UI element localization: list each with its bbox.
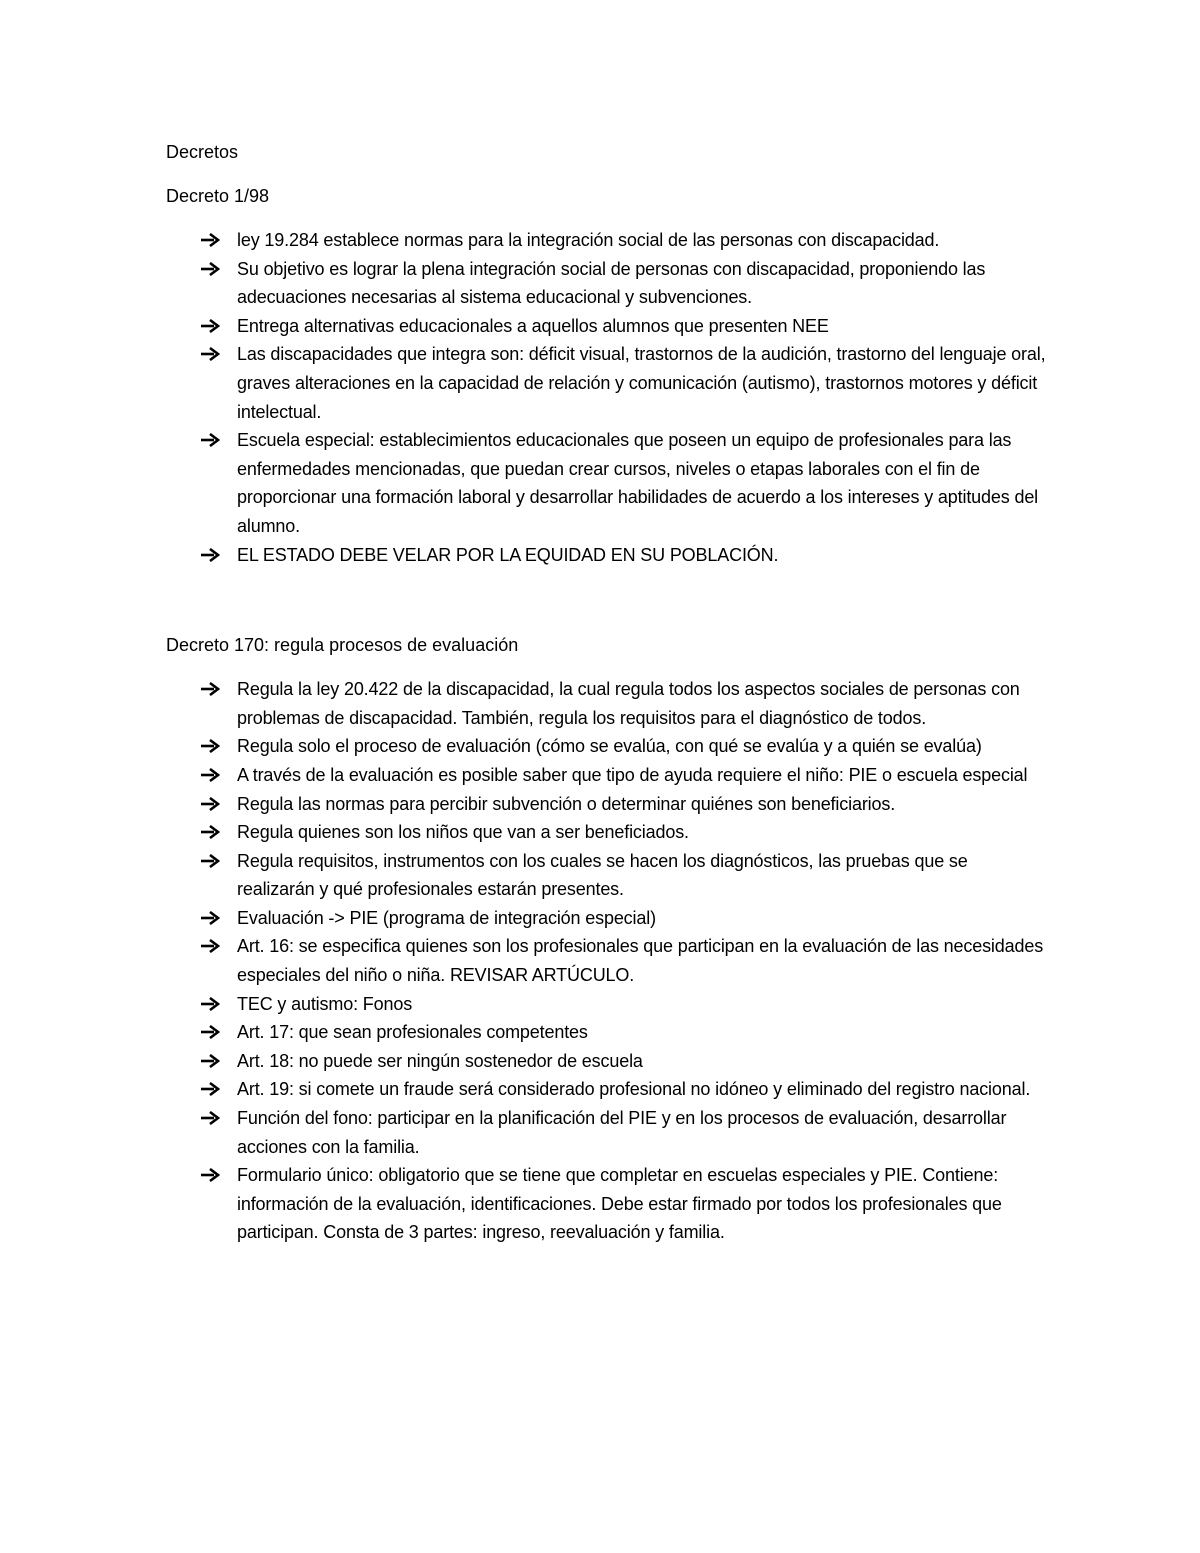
list-item [166, 990, 1046, 1019]
list-item-text: Regula las normas para percibir subvención o determinar quiénes son beneficiarios. [237, 793, 896, 814]
arrow-right-icon [200, 347, 220, 361]
list-item-text: Las discapacidades que integra son: déficit visual, trastornos de la audición, trastorno del lenguaje oral, graves alteraciones en la capacidad de relación y comunicación (autismo), trastornos motores y déficit intelectual. [237, 344, 1046, 422]
arrow-right-icon [200, 739, 220, 753]
arrow-right-icon [200, 1082, 220, 1096]
list-item-text: Regula requisitos, instrumentos con los cuales se hacen los diagnósticos, las pruebas que se realizarán y qué profesionales estarán presentes. [237, 850, 968, 900]
list-item-text: Art. 17: que sean profesionales competentes [237, 1022, 588, 1043]
arrow-right-icon [200, 825, 220, 839]
document-title: Decretos [166, 142, 239, 162]
arrow-right-icon [200, 433, 220, 447]
list-item [166, 904, 1046, 933]
list-item [166, 761, 1046, 790]
list-item [166, 1047, 1046, 1076]
document-page [166, 138, 1046, 1247]
arrow-right-icon [200, 1111, 220, 1125]
list-item-text: EL ESTADO DEBE VELAR POR LA EQUIDAD EN SU POBLACIÓN. [237, 544, 779, 565]
list-item-text: Art. 18: no puede ser ningún sostenedor de escuela [237, 1050, 643, 1071]
list-item [166, 255, 1046, 312]
list-item-text: Formulario único: obligatorio que se tiene que completar en escuelas especiales y PIE. Contiene: información de la evaluación, identificaciones. Debe estar firmado por todos los profesionales que participan. Consta de 3 partes: ingreso, reevaluación y familia. [237, 1165, 1002, 1243]
arrow-right-icon [200, 939, 220, 953]
list-item-text: Escuela especial: establecimientos educacionales que poseen un equipo de profesionales para las enfermedades mencionadas, que puedan crear cursos, niveles o etapas laborales con el fin de proporcionar una formación laboral y desarrollar habilidades de acuerdo a los intereses y aptitudes del alumno. [237, 430, 1039, 536]
arrow-right-icon [200, 911, 220, 925]
list-item [166, 732, 1046, 761]
list-item-text: Regula quienes son los niños que van a ser beneficiados. [237, 822, 689, 843]
list-item [166, 1161, 1046, 1247]
list-item [166, 1104, 1046, 1161]
list-item-text: Su objetivo es lograr la plena integración social de personas con discapacidad, proponiendo las adecuaciones necesarias al sistema educacional y subvenciones. [237, 258, 986, 308]
list-item [166, 226, 1046, 255]
list-item-text: Art. 16: se especifica quienes son los profesionales que participan en la evaluación de las necesidades especiales del niño o niña. REVISAR ARTÚCULO. [237, 936, 1044, 986]
list-item-text: A través de la evaluación es posible saber que tipo de ayuda requiere el niño: PIE o escuela especial [237, 764, 1028, 785]
list-item [166, 1018, 1046, 1047]
list-item [166, 340, 1046, 426]
list-item-text: Evaluación -> PIE (programa de integración especial) [237, 907, 656, 928]
list-item [166, 426, 1046, 540]
list-item [166, 932, 1046, 989]
arrow-right-icon [200, 319, 220, 333]
list-item [166, 847, 1046, 904]
section-decreto-170 [166, 631, 1046, 1247]
arrow-right-icon [200, 797, 220, 811]
section-decreto-1-98 [166, 182, 1046, 569]
list-item [166, 675, 1046, 732]
arrow-right-icon [200, 854, 220, 868]
list-item-text: Regula la ley 20.422 de la discapacidad, la cual regula todos los aspectos sociales de personas con problemas de discapacidad. También, regula los requisitos para el diagnóstico de todos. [237, 679, 1020, 728]
list-item-text: Función del fono: participar en la planificación del PIE y en los procesos de evaluación, desarrollar acciones con la familia. [237, 1108, 1007, 1157]
list-item-text: Art. 19: si comete un fraude será considerado profesional no idóneo y eliminado del registro nacional. [237, 1079, 1031, 1100]
bullet-list [166, 675, 1046, 1247]
list-item-text: Entrega alternativas educacionales a aquellos alumnos que presenten NEE [237, 315, 829, 336]
bullet-list [166, 226, 1046, 569]
arrow-right-icon [200, 682, 220, 696]
arrow-right-icon [200, 997, 220, 1011]
arrow-right-icon [200, 1025, 220, 1039]
list-item-text: Regula solo el proceso de evaluación (cómo se evalúa, con qué se evalúa y a quién se evalúa) [237, 736, 982, 757]
section-heading: Decreto 170: regula procesos de evaluación [166, 635, 519, 656]
list-item [166, 541, 1046, 570]
list-item-text: ley 19.284 establece normas para la integración social de las personas con discapacidad. [237, 230, 940, 250]
list-item [166, 818, 1046, 847]
section-heading: Decreto 1/98 [166, 186, 270, 206]
arrow-right-icon [200, 548, 220, 562]
arrow-right-icon [200, 768, 220, 782]
arrow-right-icon [200, 1168, 220, 1182]
list-item-text: TEC y autismo: Fonos [237, 993, 413, 1014]
list-item [166, 312, 1046, 341]
list-item [166, 1075, 1046, 1104]
list-item [166, 790, 1046, 819]
arrow-right-icon [200, 233, 220, 247]
arrow-right-icon [200, 262, 220, 276]
arrow-right-icon [200, 1054, 220, 1068]
